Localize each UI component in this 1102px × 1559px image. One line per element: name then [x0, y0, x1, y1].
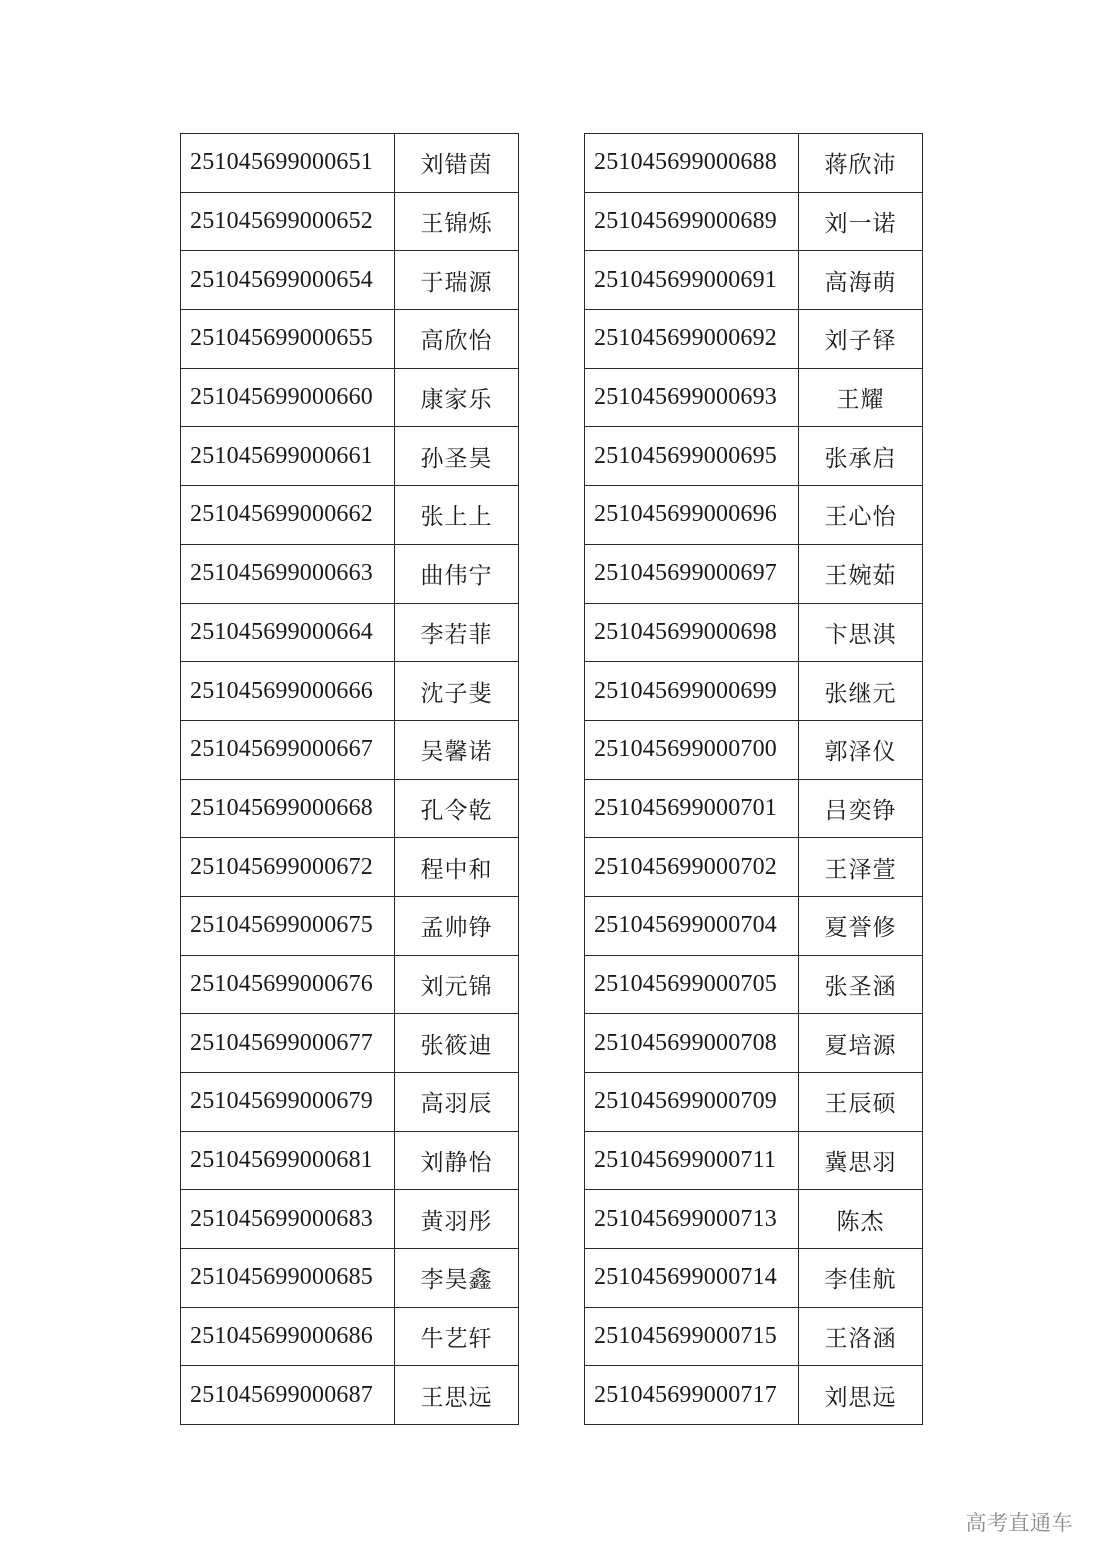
candidate-name-cell: 张继元 — [799, 662, 923, 721]
watermark-label: 高考直通车 — [965, 1511, 1073, 1535]
candidate-name-cell: 王泽萱 — [799, 838, 923, 897]
candidate-id-cell: 251045699000709 — [585, 1073, 799, 1132]
table-row — [585, 603, 923, 662]
candidate-name-cell: 陈杰 — [799, 1190, 923, 1249]
candidate-name-cell: 卞思淇 — [799, 603, 923, 662]
candidate-name-cell: 王洛涵 — [799, 1307, 923, 1366]
table-row — [585, 544, 923, 603]
candidate-name-cell: 夏誉修 — [799, 896, 923, 955]
candidate-id-cell: 251045699000715 — [585, 1307, 799, 1366]
candidate-name-cell: 沈子斐 — [395, 662, 519, 721]
candidate-name-cell: 冀思羽 — [799, 1131, 923, 1190]
table-row — [181, 662, 519, 721]
table-row — [585, 486, 923, 545]
candidate-id-cell: 251045699000700 — [585, 720, 799, 779]
candidate-name-cell: 刘元锦 — [395, 955, 519, 1014]
candidate-id-cell: 251045699000702 — [585, 838, 799, 897]
candidate-id-cell: 251045699000697 — [585, 544, 799, 603]
table-row — [181, 1190, 519, 1249]
candidate-name-cell: 王心怡 — [799, 486, 923, 545]
candidate-id-cell: 251045699000668 — [181, 779, 395, 838]
candidate-id-cell: 251045699000675 — [181, 896, 395, 955]
roster-table-left-body — [181, 134, 519, 1425]
candidate-name-cell: 黄羽彤 — [395, 1190, 519, 1249]
candidate-name-cell: 刘子铎 — [799, 310, 923, 369]
candidate-name-cell: 孙圣昊 — [395, 427, 519, 486]
candidate-name-cell: 张承启 — [799, 427, 923, 486]
table-row — [181, 310, 519, 369]
candidate-id-cell: 251045699000662 — [181, 486, 395, 545]
candidate-id-cell: 251045699000654 — [181, 251, 395, 310]
candidate-id-cell: 251045699000672 — [181, 838, 395, 897]
table-row — [181, 427, 519, 486]
table-row — [585, 1366, 923, 1425]
candidate-id-cell: 251045699000655 — [181, 310, 395, 369]
candidate-id-cell: 251045699000667 — [181, 720, 395, 779]
candidate-id-cell: 251045699000679 — [181, 1073, 395, 1132]
table-row — [181, 368, 519, 427]
candidate-name-cell: 王锦烁 — [395, 192, 519, 251]
candidate-name-cell: 王辰硕 — [799, 1073, 923, 1132]
candidate-name-cell: 张筱迪 — [395, 1014, 519, 1073]
table-row — [181, 896, 519, 955]
table-row — [585, 1131, 923, 1190]
candidate-id-cell: 251045699000699 — [585, 662, 799, 721]
candidate-id-cell: 251045699000664 — [181, 603, 395, 662]
table-row — [585, 1190, 923, 1249]
candidate-name-cell: 高欣怡 — [395, 310, 519, 369]
table-row — [181, 1366, 519, 1425]
table-row — [181, 779, 519, 838]
candidate-name-cell: 程中和 — [395, 838, 519, 897]
table-row — [181, 544, 519, 603]
candidate-id-cell: 251045699000681 — [181, 1131, 395, 1190]
table-row — [181, 1014, 519, 1073]
table-row — [585, 310, 923, 369]
table-row — [585, 955, 923, 1014]
candidate-id-cell: 251045699000676 — [181, 955, 395, 1014]
candidate-id-cell: 251045699000677 — [181, 1014, 395, 1073]
candidate-id-cell: 251045699000666 — [181, 662, 395, 721]
table-row — [585, 1073, 923, 1132]
candidate-id-cell: 251045699000705 — [585, 955, 799, 1014]
candidate-name-cell: 高海萌 — [799, 251, 923, 310]
candidate-id-cell: 251045699000713 — [585, 1190, 799, 1249]
candidate-id-cell: 251045699000708 — [585, 1014, 799, 1073]
table-row — [585, 896, 923, 955]
candidate-name-cell: 刘一诺 — [799, 192, 923, 251]
candidate-id-cell: 251045699000695 — [585, 427, 799, 486]
candidate-name-cell: 张上上 — [395, 486, 519, 545]
candidate-name-cell: 李佳航 — [799, 1249, 923, 1308]
candidate-name-cell: 刘思远 — [799, 1366, 923, 1425]
candidate-id-cell: 251045699000692 — [585, 310, 799, 369]
candidate-name-cell: 康家乐 — [395, 368, 519, 427]
candidate-id-cell: 251045699000696 — [585, 486, 799, 545]
table-row — [585, 1307, 923, 1366]
candidate-name-cell: 牛艺轩 — [395, 1307, 519, 1366]
candidate-name-cell: 张圣涵 — [799, 955, 923, 1014]
table-row — [181, 603, 519, 662]
candidate-id-cell: 251045699000711 — [585, 1131, 799, 1190]
table-row — [181, 955, 519, 1014]
table-row — [585, 192, 923, 251]
candidate-id-cell: 251045699000651 — [181, 134, 395, 193]
table-row — [181, 134, 519, 193]
candidate-id-cell: 251045699000701 — [585, 779, 799, 838]
candidate-id-cell: 251045699000685 — [181, 1249, 395, 1308]
table-row — [585, 251, 923, 310]
candidate-name-cell: 刘静怡 — [395, 1131, 519, 1190]
candidate-name-cell: 王思远 — [395, 1366, 519, 1425]
table-row — [181, 1131, 519, 1190]
candidate-name-cell: 孔令乾 — [395, 779, 519, 838]
candidate-name-cell: 吴馨诺 — [395, 720, 519, 779]
candidate-name-cell: 王耀 — [799, 368, 923, 427]
table-row — [585, 134, 923, 193]
candidate-name-cell: 李昊鑫 — [395, 1249, 519, 1308]
candidate-id-cell: 251045699000688 — [585, 134, 799, 193]
candidate-name-cell: 夏培源 — [799, 1014, 923, 1073]
table-row — [181, 1249, 519, 1308]
candidate-name-cell: 高羽辰 — [395, 1073, 519, 1132]
candidate-id-cell: 251045699000717 — [585, 1366, 799, 1425]
candidate-id-cell: 251045699000687 — [181, 1366, 395, 1425]
candidate-id-cell: 251045699000652 — [181, 192, 395, 251]
candidate-name-cell: 李若菲 — [395, 603, 519, 662]
table-row — [585, 720, 923, 779]
table-row — [181, 192, 519, 251]
candidate-id-cell: 251045699000661 — [181, 427, 395, 486]
table-row — [181, 1307, 519, 1366]
table-row — [181, 838, 519, 897]
table-row — [585, 427, 923, 486]
candidate-id-cell: 251045699000714 — [585, 1249, 799, 1308]
table-row — [181, 1073, 519, 1132]
table-row — [585, 662, 923, 721]
candidate-id-cell: 251045699000686 — [181, 1307, 395, 1366]
candidate-id-cell: 251045699000704 — [585, 896, 799, 955]
table-row — [181, 251, 519, 310]
candidate-name-cell: 王婉茹 — [799, 544, 923, 603]
candidate-name-cell: 郭泽仪 — [799, 720, 923, 779]
candidate-id-cell: 251045699000693 — [585, 368, 799, 427]
table-row — [585, 838, 923, 897]
candidate-name-cell: 刘错茵 — [395, 134, 519, 193]
candidate-name-cell: 于瑞源 — [395, 251, 519, 310]
table-row — [585, 368, 923, 427]
roster-table-right-body — [585, 134, 923, 1425]
candidate-id-cell: 251045699000660 — [181, 368, 395, 427]
candidate-id-cell: 251045699000663 — [181, 544, 395, 603]
table-row — [585, 1014, 923, 1073]
roster-table-left — [180, 133, 519, 1425]
candidate-id-cell: 251045699000698 — [585, 603, 799, 662]
table-row — [585, 1249, 923, 1308]
candidate-name-cell: 吕奕铮 — [799, 779, 923, 838]
candidate-id-cell: 251045699000691 — [585, 251, 799, 310]
candidate-id-cell: 251045699000689 — [585, 192, 799, 251]
candidate-name-cell: 曲伟宁 — [395, 544, 519, 603]
candidate-id-cell: 251045699000683 — [181, 1190, 395, 1249]
candidate-name-cell: 孟帅铮 — [395, 896, 519, 955]
roster-table-right — [584, 133, 923, 1425]
table-row — [181, 486, 519, 545]
table-row — [585, 779, 923, 838]
table-row — [181, 720, 519, 779]
candidate-name-cell: 蒋欣沛 — [799, 134, 923, 193]
